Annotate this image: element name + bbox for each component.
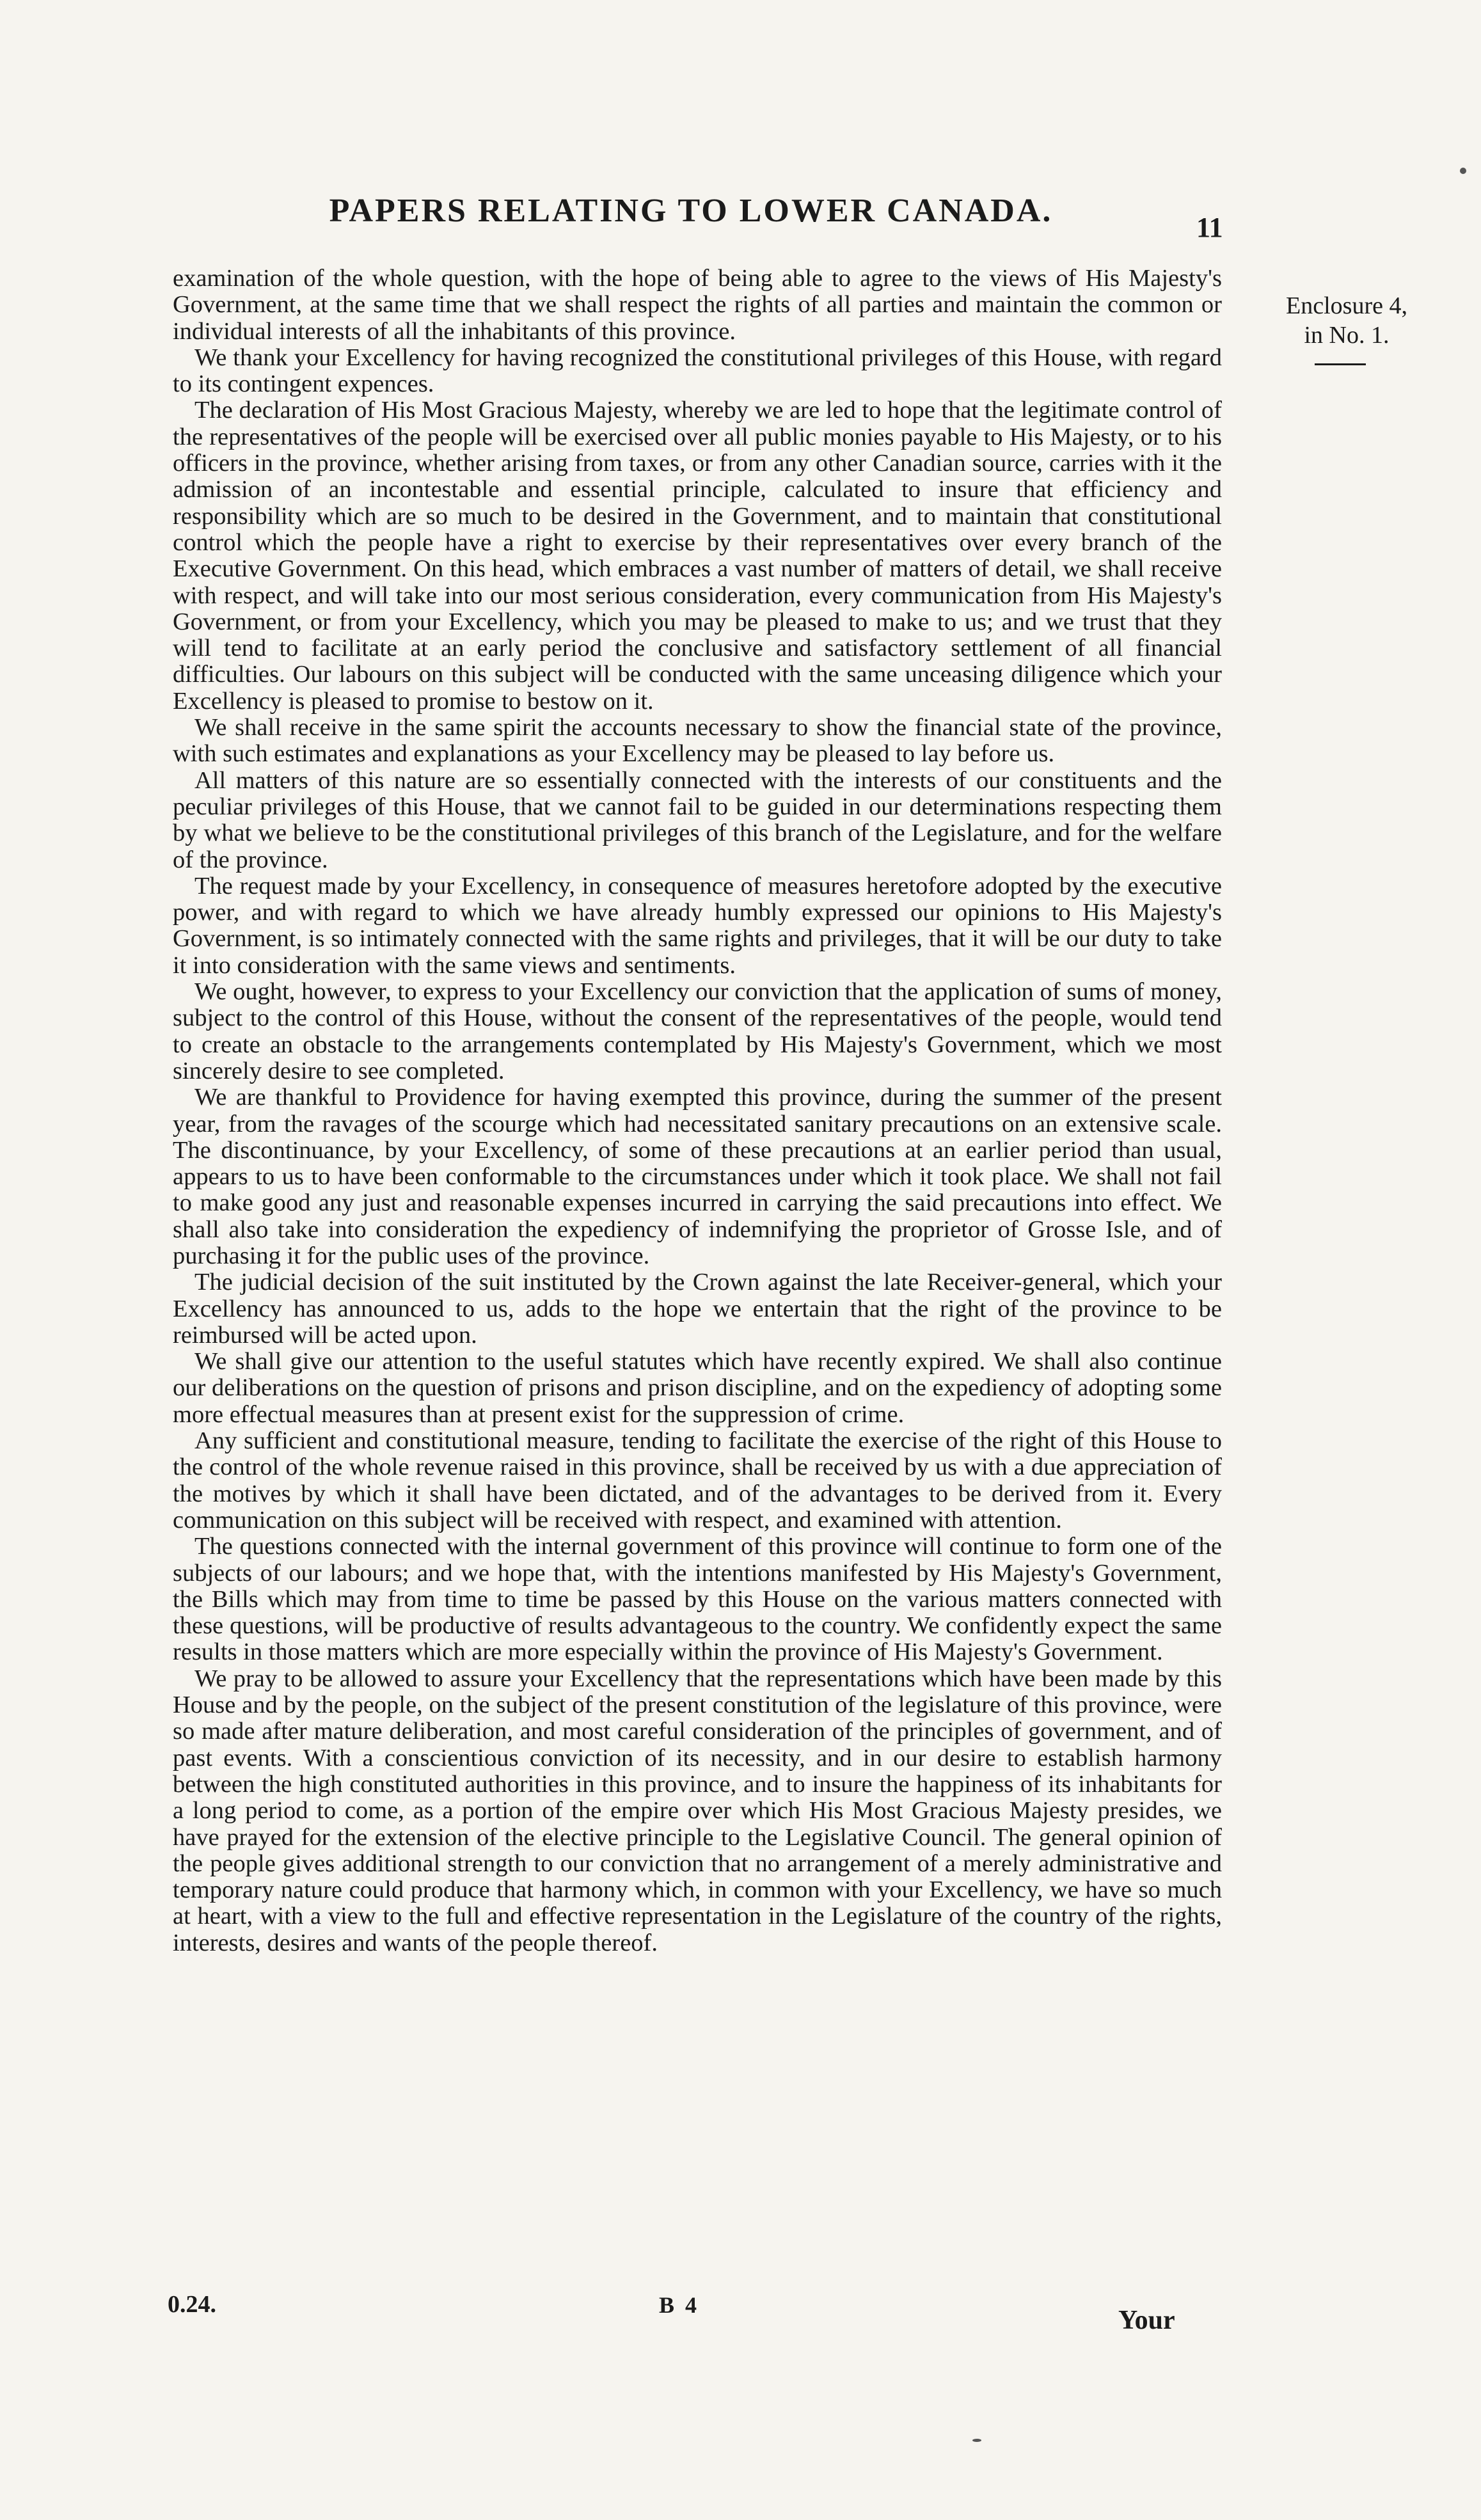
body-text (173, 265, 1222, 1956)
margin-note (1270, 291, 1423, 350)
catchword: Your (1118, 2306, 1175, 2335)
paragraph-7: We ought, however, to express to your Excellency our conviction that the application of sums of money, subject to the control of this House, without the consent of the representatives of the people, would tend to create an obstacle to the arrangements contemplated by His Majesty's Government, which we most sincerely desire to see completed. (173, 978, 1222, 1084)
paragraph-1: examination of the whole question, with the hope of being able to agree to the views of His Majesty's Government, at the same time that we shall respect the rights of all parties and maintain the common or individual interests of all the inhabitants of this province. (173, 265, 1222, 345)
page-header-title: PAPERS RELATING TO LOWER CANADA. (329, 193, 1053, 229)
signature-mark: B 4 (659, 2292, 700, 2318)
paragraph-5: All matters of this nature are so essentially connected with the interests of our constituents and the peculiar privileges of this House, that we cannot fail to be guided in our determinations respecting them by what we believe to be the constitutional privileges of this branch of the Legislature, and for the welfare of the province. (173, 766, 1222, 873)
paragraph-11: Any sufficient and constitutional measure, tending to facilitate the exercise of the right of this House to the control of the whole revenue raised in this province, shall be received by us with a due appreciation of the motives by which it shall have been dictated, and of the advantages to be derived from it. Every communication on this subject will be received with respect, and examined with attention. (173, 1427, 1222, 1533)
paragraph-9: The judicial decision of the suit instituted by the Crown against the late Receiver-general, which your Excellency has announced to us, adds to the hope we entertain that the right of the province to be reimbursed will be acted upon. (173, 1269, 1222, 1349)
margin-note-line-1: Enclosure 4, (1286, 292, 1407, 319)
paragraph-2: We thank your Excellency for having recognized the constitutional privileges of this House, with regard to its contingent expences. (173, 344, 1222, 398)
paragraph-13: We pray to be allowed to assure your Excellency that the representations which have been made by this House and by the people, on the subject of the present constitution of the legislature of this province, were so made after mature deliberation, and most careful consideration of the principles of government, and of past events. With a conscientious conviction of its necessity, and in our desire to establish harmony between the high constituted authorities in this province, and to insure the happiness of its inhabitants for a long period to come, as a portion of the empire over which His Most Gracious Majesty presides, we have prayed for the extension of the elective principle to the Legislative Council. The general opinion of the people gives additional strength to our conviction that no arrangement of a merely administrative and temporary nature could produce that harmony which, in common with your Excellency, we have so much at heart, with a view to the full and effective representation in the Legislature of the country of the rights, interests, desires and wants of the people thereof. (173, 1665, 1222, 1956)
paragraph-8: We are thankful to Providence for having exempted this province, during the summer of the present year, from the ravages of the scourge which had necessitated sanitary precautions on an extensive scale. The discontinuance, by your Excellency, of some of these precautions at an earlier period than usual, appears to us to have been conformable to the circumstances under which it took place. We shall not fail to make good any just and reasonable expenses incurred in carrying the said precautions into effect. We shall also take into consideration the expediency of indemnifying the proprietor of Grosse Isle, and of purchasing it for the public uses of the province. (173, 1084, 1222, 1269)
footer-document-code: 0.24. (168, 2291, 216, 2318)
paper-speck (972, 2439, 981, 2442)
paragraph-10: We shall give our attention to the useful statutes which have recently expired. We shall also continue our deliberations on the question of prisons and prison discipline, and on the expediency of adopting some more effectual measures than at present exist for the suppression of crime. (173, 1348, 1222, 1428)
margin-note-line-2: in No. 1. (1304, 322, 1390, 349)
paragraph-3: The declaration of His Most Gracious Majesty, whereby we are led to hope that the legitimate control of the representatives of the people will be exercised over all public monies payable to His Majesty, or to his officers in the province, whether arising from taxes, or from any other Canadian source, carries with it the admission of an incontestable and essential principle, calculated to insure that efficiency and responsibility which are so much to be desired in the Government, and to maintain that constitutional control which the people have a right to exercise by their representatives over every branch of the Executive Government. On this head, which embraces a vast number of matters of detail, we shall receive with respect, and will take into our most serious consideration, every communication from His Majesty's Government, or from your Excellency, which you may be pleased to make to us; and we trust that they will tend to facilitate at an early period the conclusive and satisfactory settlement of all financial difficulties. Our labours on this subject will be conducted with the same unceasing diligence which your Excellency is pleased to promise to bestow on it. (173, 397, 1222, 715)
page-number: 11 (1196, 212, 1223, 243)
paragraph-6: The request made by your Excellency, in consequence of measures heretofore adopted by the executive power, and with regard to which we have already humbly expressed our opinions to His Majesty's Government, is so intimately connected with the same rights and privileges, that it will be our duty to take it into consideration with the same views and sentiments. (173, 872, 1222, 979)
paper-speck (1460, 168, 1466, 174)
margin-rule (1315, 363, 1366, 365)
paragraph-4: We shall receive in the same spirit the accounts necessary to show the financial state of the province, with such estimates and explanations as your Excellency may be pleased to lay before us. (173, 714, 1222, 768)
paragraph-12: The questions connected with the internal government of this province will continue to form one of the subjects of our labours; and we hope that, with the intentions manifested by His Majesty's Government, the Bills which may from time to time be passed by this House on the various matters connected with these questions, will be productive of results advantageous to the country. We confidently expect the same results in those matters which are more especially within the province of His Majesty's Government. (173, 1533, 1222, 1666)
